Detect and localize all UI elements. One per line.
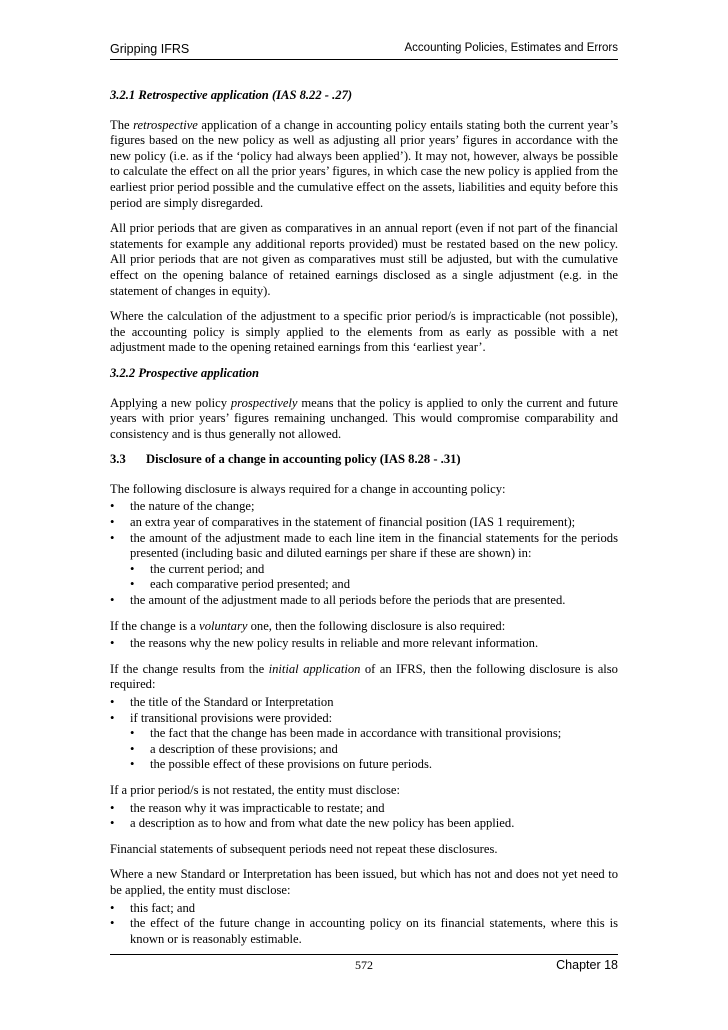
page-number: 572 [355,958,373,972]
disclosure-list [110,499,618,608]
footer-rule [110,954,618,955]
heading-3-2-1: 3.2.1 Retrospective application (IAS 8.22 - .27) [110,88,353,102]
paragraph-impracticable: Where the calculation of the adjustment to a specific prior period/s is impracticable (not possible), the accounting policy is simply applied to the elements from as early as possible with a net adjustment made to the opening retained earnings from this ‘earliest year’. [110,309,618,355]
paragraph-subsequent-periods: Financial statements of subsequent periods need not repeat these disclosures. [110,841,498,856]
list-item: • the effect of the future change in accounting policy on its financial statements, where this is known or is reasonably estimable. [110,916,618,947]
list-item: • this fact; and [110,901,618,917]
sub-list-item: • the fact that the change has been made in accordance with transitional provisions; [130,726,618,742]
page-body [110,88,618,957]
paragraph-not-restated: If a prior period/s is not restated, the entity must disclose: [110,782,400,797]
sub-list [130,562,618,593]
list-item: • if transitional provisions were provided: • the fact that the change has been made in accordance with transitional provisions; • a description of these provisions; and • the possible effect of these provisions on future periods. [110,711,618,773]
term-initial-application: initial application [268,661,361,676]
paragraph-prospective-definition: Applying a new policy prospectively means that the policy is applied to only the current and future years with prior years’ figures remaining unchanged. This would compromise comparability and consistency and is thus generally not allowed. [110,395,618,441]
voluntary-list [110,636,618,652]
sub-list [130,726,618,773]
list-item: • the amount of the adjustment made to all periods before the periods that are presented. [110,593,618,609]
sub-list-item: • the current period; and [130,562,618,578]
not-restated-list [110,801,618,832]
header-chapter-title: Accounting Policies, Estimates and Errors [404,42,618,54]
list-item: • the amount of the adjustment made to each line item in the financial statements for the periods presented (including basic and diluted earnings per share if these are shown) in: • the current period; and • each comparative period presented; and [110,531,618,593]
heading-3-3-text: Disclosure of a change in accounting policy (IAS 8.28 - .31) [146,452,461,467]
heading-3-2-2: 3.2.2 Prospective application [110,365,260,380]
heading-3-3-number: 3.3 [110,452,126,467]
sub-list-item: • the possible effect of these provisions on future periods. [130,757,618,773]
list-item: • an extra year of comparatives in the statement of financial position (IAS 1 requirement); [110,515,618,531]
list-item: • the reasons why the new policy results in reliable and more relevant information. [110,636,618,652]
heading-3-3 [110,452,618,468]
header-rule [110,59,618,60]
term-voluntary: voluntary [199,618,248,633]
new-standard-list [110,901,618,948]
list-item: • the nature of the change; [110,499,618,515]
list-item: • the reason why it was impracticable to restate; and [110,801,618,817]
footer-chapter: Chapter 18 [556,958,618,972]
running-header [110,42,618,60]
list-item: • a description as to how and from what date the new policy has been applied. [110,816,618,832]
initial-application-list [110,695,618,773]
list-item: • the title of the Standard or Interpretation [110,695,618,711]
paragraph-prior-periods: All prior periods that are given as comparatives in an annual report (even if not part of the financial statements for example any additional reports provided) must be restated based on the new policy. All prior periods that are not given as comparatives must still be adjusted, but with the cumulative effect on the opening balance of retained earnings disclosed as a single adjustment (e.g. in the statement of changes in equity). [110,221,618,298]
paragraph-retrospective-definition: The retrospective application of a change in accounting policy entails stating both the current year’s figures based on the new policy as well as adjusting all prior years’ figures in accordance with the new policy (i.e. as if the ‘policy had always been applied’). It may not, however, always be possible to calculate the effect on all the prior years’ figures, in which case the new policy is applied from the earliest prior period possible and the cumulative effect on the assets, liabilities and equity before this period are simply disregarded. [110,117,618,210]
term-retrospective: retrospective [133,117,198,132]
sub-list-item: • each comparative period presented; and [130,577,618,593]
paragraph-new-standard: Where a new Standard or Interpretation has been issued, but which has not and does not yet need to be applied, the entity must disclose: [110,867,618,897]
paragraph-initial-application: If the change results from the initial application of an IFRS, then the following disclosure is also required: [110,661,618,692]
sub-list-item: • a description of these provisions; and [130,742,618,758]
paragraph-disclosure-intro: The following disclosure is always required for a change in accounting policy: [110,481,506,496]
term-prospectively: prospectively [230,395,298,410]
header-book-title: Gripping IFRS [110,42,190,56]
paragraph-voluntary-change: If the change is a voluntary one, then the following disclosure is also required: [110,618,506,633]
running-footer [110,958,618,976]
